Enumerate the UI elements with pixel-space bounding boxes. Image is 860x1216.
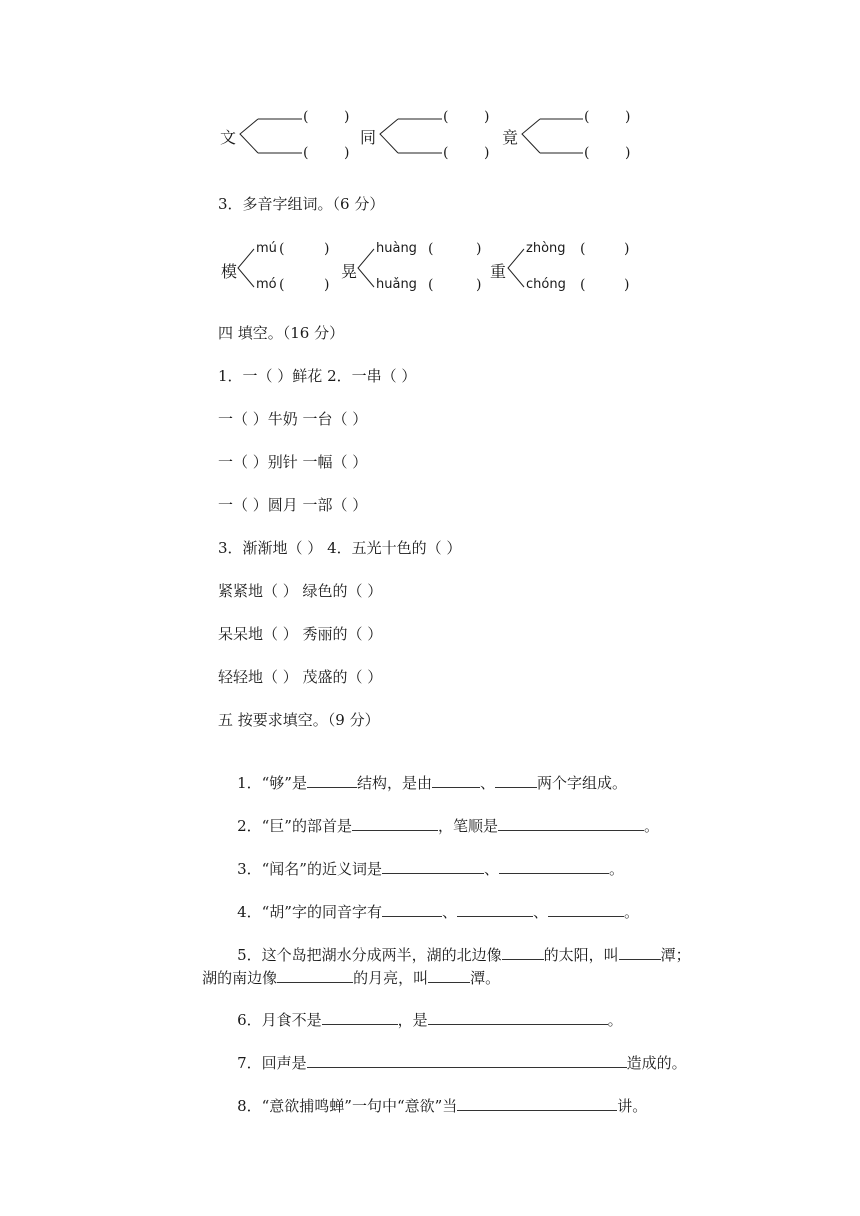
paren-close: ) (484, 109, 490, 125)
polyphone-char-3: 重 (490, 262, 507, 281)
q3-text-a: 3．“闻名”的近义词是 (237, 860, 382, 878)
answer-blank[interactable] (382, 859, 484, 874)
paren-close: ) (476, 277, 482, 293)
q2-text-b: ，笔顺是 (437, 817, 498, 835)
polyphone-char-1: 模 (221, 262, 238, 281)
fill-line: 一（ ）圆月 一部（ ） (218, 496, 368, 514)
q5-text-c: 潭； (660, 946, 691, 964)
answer-blank[interactable] (432, 773, 480, 788)
paren-open: ( (303, 109, 309, 125)
q4-text-b: 、 (441, 903, 457, 921)
fill-line: 紧紧地（ ） 绿色的（ ） (218, 582, 383, 600)
char-branch-figure (0, 100, 860, 170)
q8-text-a: 8．“意欲捕鸣蝉”一句中“意欲”当 (237, 1097, 458, 1115)
polyphone-figure (0, 235, 860, 300)
pinyin: mú (256, 241, 277, 256)
q5-text-f: 潭。 (470, 969, 501, 987)
answer-blank[interactable] (499, 859, 609, 874)
paren-close: ) (625, 109, 631, 125)
paren-close: ) (344, 109, 350, 125)
pinyin: zhòng (526, 241, 566, 256)
paren-close: ) (625, 145, 631, 161)
answer-blank[interactable] (307, 1053, 627, 1068)
q4-text-a: 4．“胡”字的同音字有 (237, 903, 382, 921)
paren-open: ( (584, 109, 590, 125)
paren-close: ) (344, 145, 350, 161)
q8-text-b: 讲。 (617, 1097, 648, 1115)
paren-close: ) (624, 241, 630, 257)
answer-blank[interactable] (457, 1096, 617, 1111)
answer-blank[interactable] (428, 1010, 608, 1025)
paren-open: ( (279, 277, 285, 293)
answer-blank[interactable] (495, 773, 537, 788)
fill-line: 呆呆地（ ） 秀丽的（ ） (218, 625, 383, 643)
q1-text-d: 两个字组成。 (537, 774, 628, 792)
answer-blank[interactable] (428, 968, 470, 983)
answer-blank[interactable] (352, 816, 438, 831)
answer-blank[interactable] (382, 902, 442, 917)
paren-open: ( (580, 241, 586, 257)
q1-text-c: 、 (479, 774, 495, 792)
fill-line: 3．渐渐地（ ） 4．五光十色的（ ） (218, 539, 462, 557)
polyphone-char-2: 晃 (341, 262, 358, 281)
q7-text-b: 造成的。 (626, 1054, 687, 1072)
answer-blank[interactable] (502, 945, 544, 960)
answer-blank[interactable] (619, 945, 661, 960)
pinyin: chóng (526, 277, 566, 292)
answer-blank[interactable] (277, 968, 353, 983)
question-8 (218, 1076, 647, 1136)
q2-text-c: 。 (643, 817, 659, 835)
paren-open: ( (428, 277, 434, 293)
q7-text-a: 7．回声是 (237, 1054, 307, 1072)
group-char-2: 同 (360, 128, 377, 147)
q3-text-b: 、 (483, 860, 499, 878)
section-5-title: 五 按要求填空。（9 分） (218, 711, 380, 729)
paren-open: ( (443, 109, 449, 125)
paren-open: ( (580, 277, 586, 293)
section-3-title: 3．多音字组词。（6 分） (218, 195, 385, 213)
pinyin: huǎng (376, 277, 417, 292)
q3-text-c: 。 (608, 860, 624, 878)
q6-text-c: 。 (607, 1011, 623, 1029)
paren-close: ) (624, 277, 630, 293)
q4-text-c: 、 (532, 903, 548, 921)
paren-close: ) (324, 277, 330, 293)
q2-text-a: 2．“巨”的部首是 (237, 817, 352, 835)
answer-blank[interactable] (322, 1010, 398, 1025)
q4-text-d: 。 (624, 903, 640, 921)
q6-text-b: ，是 (397, 1011, 428, 1029)
q5-text-a: 5．这个岛把湖水分成两半，湖的北边像 (237, 946, 502, 964)
answer-blank[interactable] (548, 902, 624, 917)
paren-close: ) (484, 145, 490, 161)
answer-blank[interactable] (457, 902, 533, 917)
group-char-3: 竟 (502, 128, 519, 147)
answer-blank[interactable] (498, 816, 644, 831)
paren-open: ( (428, 241, 434, 257)
group-char-1: 文 (220, 128, 237, 147)
q5-text-b: 的太阳，叫 (543, 946, 619, 964)
pinyin: huàng (376, 241, 417, 256)
q1-text-b: 结构，是由 (356, 774, 432, 792)
fill-line: 一（ ）别针 一幅（ ） (218, 453, 368, 471)
fill-line: 一（ ）牛奶 一台（ ） (218, 410, 368, 428)
q5-text-d: 湖的南边像 (202, 969, 278, 987)
section-4-title: 四 填空。（16 分） (218, 324, 345, 342)
paren-open: ( (303, 145, 309, 161)
fill-line: 1．一（ ）鲜花 2．一串（ ） (218, 367, 417, 385)
answer-blank[interactable] (307, 773, 357, 788)
paren-open: ( (279, 241, 285, 257)
q6-text-a: 6．月食不是 (237, 1011, 322, 1029)
branch-lines (0, 100, 860, 170)
q5-text-e: 的月亮，叫 (353, 969, 429, 987)
paren-open: ( (584, 145, 590, 161)
paren-close: ) (324, 241, 330, 257)
pinyin: mó (256, 277, 277, 292)
paren-open: ( (443, 145, 449, 161)
q1-text-a: 1．“够”是 (237, 774, 307, 792)
fill-line: 轻轻地（ ） 茂盛的（ ） (218, 668, 383, 686)
paren-close: ) (476, 241, 482, 257)
